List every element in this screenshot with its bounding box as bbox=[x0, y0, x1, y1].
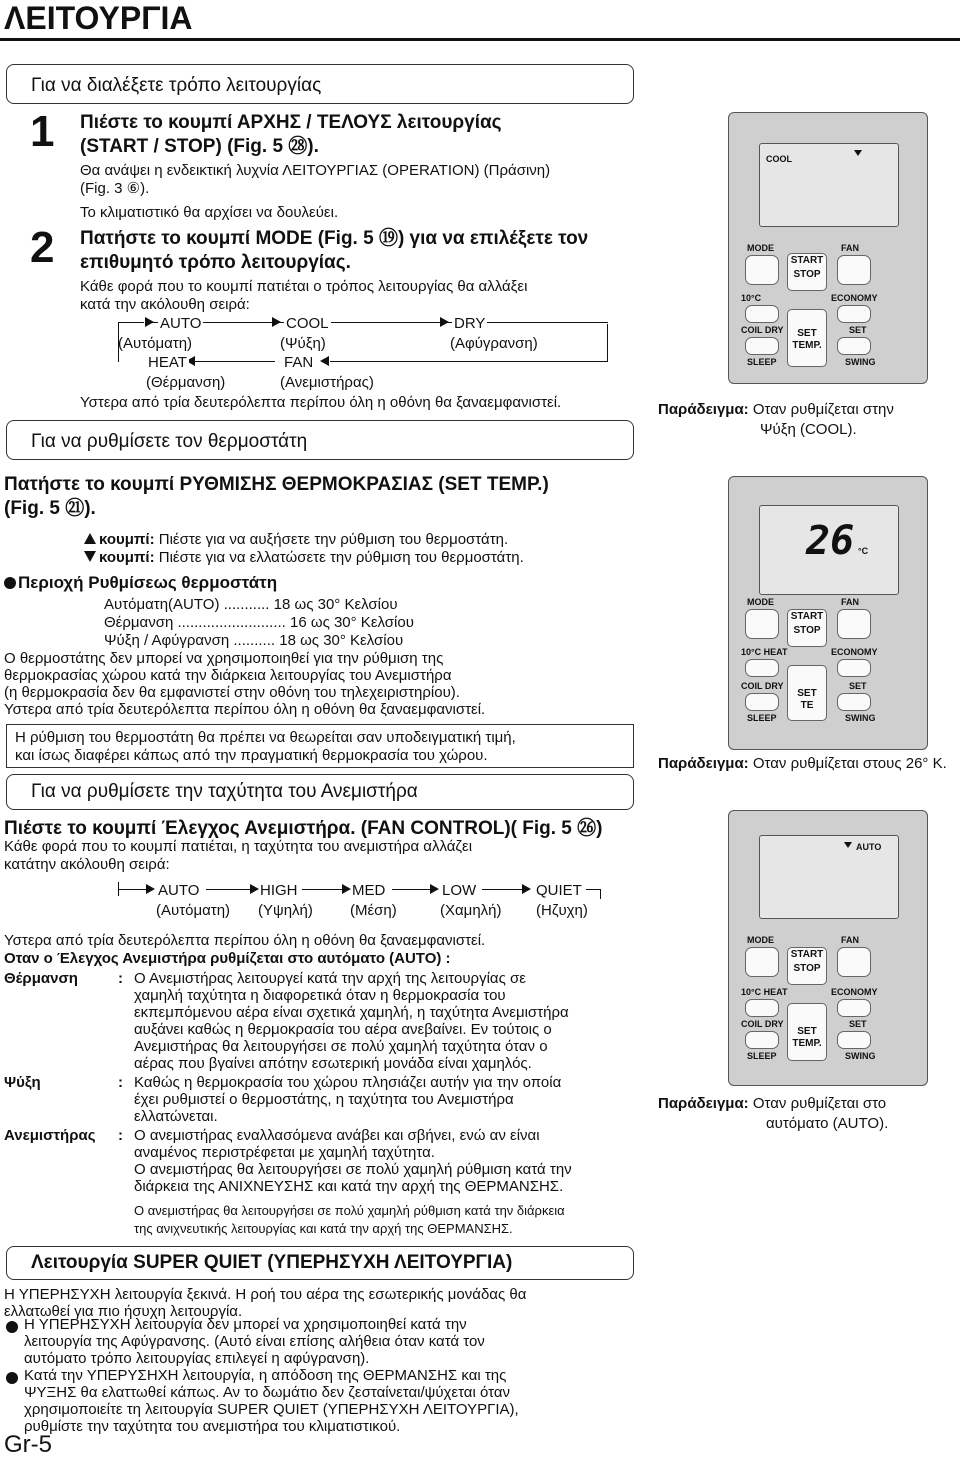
thermostat-instruction-1: Πατήστε το κουμπί ΡΥΘΜΙΣΗΣ ΘΕΡΜΟΚΡΑΣΙΑΣ (SET TEMP.) bbox=[4, 474, 549, 495]
fan-auto-heading: Οταν ο Έλεγχος Ανεμιστήρα ρυθμίζεται στο αυτόματο (AUTO) : bbox=[4, 950, 451, 967]
cycle-cool: COOL bbox=[286, 315, 329, 332]
fan-cycle-high: HIGH bbox=[260, 882, 298, 899]
text-line: Ο Ανεμιστήρας λειτουργεί κατά την αρχή της λειτουργίας σε bbox=[134, 970, 526, 987]
mode-section-heading: Για να διαλέξετε τρόπο λειτουργίας bbox=[6, 64, 634, 104]
remote-2-caption bbox=[658, 754, 958, 773]
mode-button[interactable] bbox=[745, 609, 779, 639]
fan-button[interactable] bbox=[837, 609, 871, 639]
ten-label: 10°C bbox=[741, 293, 762, 303]
range-value: 16 ως 30° Κελσίου bbox=[290, 614, 414, 631]
screen-temperature: 26 bbox=[806, 518, 855, 564]
down-button-text: Πιέστε για να ελλατώσετε την ρύθμιση του θερμοστάτη. bbox=[158, 549, 524, 566]
text-line: χρησιμοποιείτε τη λειτουργία SUPER QUIET (ΥΠΕΡΗΣΥΧΗ ΛΕΙΤΟΥΡΓΙΑ), bbox=[24, 1401, 519, 1418]
fan-cycle-quiet-gr: (Ηζυχη) bbox=[536, 902, 588, 919]
set-label: SET bbox=[849, 681, 867, 691]
fan-cycle-med-gr: (Μέση) bbox=[350, 902, 397, 919]
fan-button[interactable] bbox=[837, 255, 871, 285]
screen-mode-label: COOL bbox=[766, 154, 792, 164]
settemp-label: TEMP. bbox=[792, 340, 822, 351]
text-line: Ο ανεμιστήρας θα λειτουργήσει σε πολύ χαμηλή ρύθμιση κατά την bbox=[134, 1161, 572, 1178]
range-mode: Θέρμανση .......................... bbox=[104, 614, 286, 631]
fan-cool-label: Ψύξη bbox=[4, 1074, 41, 1091]
thermostat-instruction-2: (Fig. 5 ㉑). bbox=[4, 498, 96, 519]
caption-label: Παράδειγμα: bbox=[658, 755, 749, 772]
range-value: 18 ως 30° Κελσίου bbox=[273, 596, 398, 613]
fan-fan-label: Ανεμιστήρας bbox=[4, 1127, 96, 1144]
set-label: SET bbox=[849, 325, 867, 335]
coildry-button[interactable] bbox=[745, 1031, 779, 1049]
mode-label: MODE bbox=[747, 243, 774, 253]
range-row-1 bbox=[104, 596, 398, 613]
set-temp-button[interactable] bbox=[787, 1003, 827, 1061]
coildry-label: COIL DRY bbox=[741, 1019, 784, 1029]
settemp-label: TEMP. bbox=[792, 1038, 822, 1049]
fan-cycle-low: LOW bbox=[442, 882, 477, 899]
economy-label: ECONOMY bbox=[831, 987, 878, 997]
step2-title-1: Πατήστε το κουμπί MODE (Fig. 5 ⑲) για να επιλέξετε τον bbox=[80, 228, 589, 249]
cycle-dry-gr: (Αφύγρανση) bbox=[450, 335, 538, 352]
thermostat-para-4: Υστερα από τρία δευτερόλεπτα περίπου όλη η οθόνη θα ξαναεμφανιστεί. bbox=[4, 701, 486, 718]
text-line: αυτόματο τρόπο λειτουργίας επιλεγεί η αφύγρανση). bbox=[24, 1350, 370, 1367]
economy-button[interactable] bbox=[837, 659, 871, 677]
caption-label: Παράδειγμα: bbox=[658, 401, 749, 418]
cycle-auto: AUTO bbox=[160, 315, 202, 332]
fan-cycle-med: MED bbox=[352, 882, 386, 899]
fan-line-2: κατάτην ακόλουθη σειρά: bbox=[4, 856, 170, 873]
swing-label: SWING bbox=[845, 1051, 876, 1061]
text-line: έχει ρυθμιστεί ο θερμοστάτης, η ταχύτητα του Ανεμιστήρα bbox=[134, 1091, 514, 1108]
quiet-intro bbox=[4, 1286, 526, 1320]
step1-number: 1 bbox=[30, 107, 55, 156]
text-line: αέρας που βγαίνει απότην εσωτερική μονάδα είναι χαμηλός. bbox=[134, 1055, 532, 1072]
range-row-2 bbox=[104, 614, 414, 631]
step1-line-2: (Fig. 3 ⑥). bbox=[80, 180, 150, 197]
text-line: Ο ανεμιστήρας θα λειτουργήσει σε πολύ χαμηλή ρύθμιση κατά την διάρκεια bbox=[134, 1203, 565, 1218]
set-button[interactable] bbox=[837, 693, 871, 711]
step2-line-1: Κάθε φορά που το κουμπί πατιέται ο τρόπος λειτουργίας θα αλλάξει bbox=[80, 278, 528, 295]
step1-title-2: (START / STOP) (Fig. 5 ㉘). bbox=[80, 136, 319, 157]
start-stop-button[interactable] bbox=[787, 253, 827, 291]
set-button[interactable] bbox=[837, 1031, 871, 1049]
screen-indicator-icon bbox=[844, 842, 852, 848]
start-label: START bbox=[790, 255, 824, 266]
caption-text: Οταν ρυθμίζεται στους 26° Κ. bbox=[752, 755, 947, 772]
fan-heat-label: Θέρμανση bbox=[4, 970, 78, 987]
swing-label: SWING bbox=[845, 713, 876, 723]
fan-label: FAN bbox=[841, 935, 859, 945]
fan-after-text: Υστερα από τρία δευτερόλεπτα περίπου όλη η οθόνη θα ξαναεμφανιστεί. bbox=[4, 932, 486, 949]
fan-instruction: Πιέστε το κουμπί Έλεγχος Ανεμιστήρα. (FAN CONTROL)( Fig. 5 ㉖) bbox=[4, 818, 603, 839]
set-temp-button[interactable] bbox=[787, 665, 827, 721]
fan-line-1: Κάθε φορά που το κουμπί πατιέται, η ταχύτητα του ανεμιστήρα αλλάζει bbox=[4, 838, 473, 855]
ten-button[interactable] bbox=[745, 305, 779, 323]
step1-line-1: Θα ανάψει η ενδεικτική λυχνία ΛΕΙΤΟΥΡΓΙΑΣ (OPERATION) (Πράσινη) bbox=[80, 162, 551, 179]
economy-button[interactable] bbox=[837, 999, 871, 1017]
fan-cycle-low-gr: (Χαμηλή) bbox=[440, 902, 502, 919]
text-line: ελλατώνεται. bbox=[134, 1108, 218, 1125]
step2-title-2: επιθυμητό τρόπο λειτουργίας. bbox=[80, 252, 351, 273]
sleep-label: SLEEP bbox=[747, 1051, 777, 1061]
text-line: Η ΥΠΕΡΗΣΥΧΗ λειτουργία δεν μπορεί να χρησιμοποιηθεί κατά την bbox=[24, 1316, 467, 1333]
set-label: SET bbox=[849, 1019, 867, 1029]
remote-control-auto bbox=[728, 810, 928, 1086]
cycle-dry: DRY bbox=[454, 315, 486, 332]
remote-3-caption-2: αυτόματο (AUTO). bbox=[766, 1115, 889, 1132]
thermostat-section-heading: Για να ρυθμίσετε τον θερμοστάτη bbox=[6, 420, 634, 460]
text-line: της ανιχνευτικής λειτουργίας και κατά την αρχή της ΘΕΡΜΑΝΣΗΣ. bbox=[134, 1221, 513, 1236]
cycle-auto-gr: (Αυτόματη) bbox=[118, 335, 193, 352]
remote-screen bbox=[759, 505, 899, 595]
range-mode: Αυτόματη(AUTO) ........... bbox=[104, 596, 270, 613]
remote-3-caption bbox=[658, 1094, 958, 1113]
colon: : bbox=[118, 1127, 123, 1144]
text-line: Καθώς η θερμοκρασία του χώρου πλησιάζει αυτήν για την οποία bbox=[134, 1074, 562, 1091]
range-value: 18 ως 30° Κελσίου bbox=[279, 632, 404, 649]
start-stop-button[interactable] bbox=[787, 947, 827, 985]
start-label: START bbox=[790, 611, 824, 622]
title-rule bbox=[0, 38, 960, 41]
screen-mode-label: AUTO bbox=[856, 842, 882, 852]
text-line: ρυθμίστε την ταχύτητα του ανεμιστήρα του κλιματιστικού. bbox=[24, 1418, 401, 1435]
colon: : bbox=[118, 970, 123, 987]
remote-screen bbox=[759, 143, 899, 227]
remote-control-temp bbox=[728, 476, 928, 750]
text-line: Κατά την ΥΠΕΡΥΣΗΧΗ λειτουργία, η απόδοση της ΘΕΡΜΑΝΣΗΣ και της bbox=[24, 1367, 507, 1384]
settemp-label: SET bbox=[797, 688, 817, 699]
settemp-label: SET bbox=[797, 328, 817, 339]
range-mode: Ψύξη / Αφύγρανση .......... bbox=[104, 632, 276, 649]
stop-label: STOP bbox=[793, 625, 821, 636]
ten-label: 10°C HEAT bbox=[741, 987, 788, 997]
note-line: Η ρύθμιση του θερμοστάτη θα πρέπει να θεωρείται σαν υποδειγματική τιμή, bbox=[15, 729, 516, 746]
caption-label: Παράδειγμα: bbox=[658, 1095, 749, 1112]
text-line: διάρκεια της ΑΝΙΧΝΕΥΣΗΣ και κατά την αρχή της ΘΕΡΜΑΝΣΗΣ. bbox=[134, 1178, 564, 1195]
mode-after-text: Υστερα από τρία δευτερόλεπτα περίπου όλη η οθόνη θα ξαναεμφανιστεί. bbox=[80, 394, 562, 411]
fan-cycle-auto-gr: (Αυτόματη) bbox=[156, 902, 231, 919]
stop-label: STOP bbox=[793, 269, 821, 280]
remote-control-cool bbox=[728, 112, 928, 384]
remote-1-caption-2: Ψύξη (COOL). bbox=[760, 421, 857, 438]
text-line: Ο ανεμιστήρας εναλλασόμενα ανάβει και σβήνει, ενώ αν είναι bbox=[134, 1127, 540, 1144]
fan-small-text bbox=[134, 1202, 654, 1238]
caption-text: Οταν ρυθμίζεται στην bbox=[752, 401, 894, 418]
quiet-section-heading: Λειτουργία SUPER QUIET (ΥΠΕΡΗΣΥΧΗ ΛΕΙΤΟΥΡΓΙΑ) bbox=[6, 1246, 634, 1280]
colon: : bbox=[118, 1074, 123, 1091]
thermostat-para-3: (η θερμοκρασία δεν θα εμφανιστεί στην οθόνη του τηλεχειριστηρίου). bbox=[4, 684, 460, 701]
text-line: ελλατωθεί για πιο ήσυχη λειτουργία. bbox=[4, 1303, 243, 1320]
fan-cool-text bbox=[134, 1074, 634, 1125]
fan-cycle-auto: AUTO bbox=[158, 882, 200, 899]
cycle-fan: FAN bbox=[284, 354, 314, 371]
down-button-label: κουμπί: bbox=[99, 549, 155, 566]
caption-text: Οταν ρυθμίζεται στο bbox=[752, 1095, 887, 1112]
mode-label: MODE bbox=[747, 935, 774, 945]
ten-button[interactable] bbox=[745, 999, 779, 1017]
fan-cycle-high-gr: (Υψηλή) bbox=[258, 902, 313, 919]
thermostat-para-2: θερμοκρασίας χώρου κατά την διάρκεια λειτουργίας του Ανεμιστήρα bbox=[4, 667, 452, 684]
coildry-button[interactable] bbox=[745, 337, 779, 355]
fan-heat-text bbox=[134, 970, 634, 1072]
screen-unit: °C bbox=[858, 546, 869, 556]
sleep-label: SLEEP bbox=[747, 713, 777, 723]
up-button-label: κουμπί: bbox=[99, 531, 155, 548]
fan-label: FAN bbox=[841, 597, 859, 607]
set-temp-button[interactable] bbox=[787, 309, 827, 367]
up-arrow-icon bbox=[84, 533, 96, 544]
ten-button[interactable] bbox=[745, 659, 779, 677]
thermostat-para-1: Ο θερμοστάτης δεν μπορεί να χρησιμοποιηθεί για την ρύθμιση της bbox=[4, 650, 444, 667]
settemp-label: TE bbox=[800, 700, 814, 711]
up-button-text: Πιέστε για να αυξήσετε την ρύθμιση του θερμοστάτη. bbox=[158, 531, 509, 548]
cycle-heat: HEAT bbox=[148, 354, 187, 371]
mode-button[interactable] bbox=[745, 255, 779, 285]
coildry-label: COIL DRY bbox=[741, 325, 784, 335]
quiet-bullet-1 bbox=[24, 1316, 485, 1367]
economy-label: ECONOMY bbox=[831, 647, 878, 657]
range-row-3 bbox=[104, 632, 403, 649]
text-line: χαμηλή ταχύτητα η διαφορετικά όταν η θερμοκρασία του bbox=[134, 987, 506, 1004]
cycle-cool-gr: (Ψύξη) bbox=[280, 335, 326, 352]
text-line: Ανεμιστήρας θα λειτουργήσει σε πολύ χαμηλή ταχύτητα όταν ο bbox=[134, 1038, 548, 1055]
coildry-label: COIL DRY bbox=[741, 681, 784, 691]
note-line: και ίσως διαφέρει κάπως από την πραγματική θερμοκρασία του χώρου. bbox=[15, 747, 488, 764]
bullet-icon bbox=[4, 577, 16, 589]
economy-label: ECONOMY bbox=[831, 293, 878, 303]
bullet-icon bbox=[6, 1321, 18, 1333]
fan-section-heading: Για να ρυθμίσετε την ταχύτητα του Ανεμιστήρα bbox=[6, 774, 634, 810]
fan-cycle-quiet: QUIET bbox=[536, 882, 582, 899]
remote-1-caption bbox=[658, 400, 958, 419]
cycle-heat-gr: (Θέρμανση) bbox=[146, 374, 226, 391]
fan-button[interactable] bbox=[837, 947, 871, 977]
text-line: ΨΥΞΗΣ θα ελαττωθεί κάπως. Αν το δωμάτιο δεν ζεσταίνεται/ψύχεται όταν bbox=[24, 1384, 510, 1401]
mode-label: MODE bbox=[747, 597, 774, 607]
settemp-label: SET bbox=[797, 1026, 817, 1037]
start-stop-button[interactable] bbox=[787, 609, 827, 647]
range-heading: Περιοχή Ρυθμίσεως θερμοστάτη bbox=[18, 573, 278, 592]
down-arrow-icon bbox=[84, 551, 96, 562]
swing-label: SWING bbox=[845, 357, 876, 367]
quiet-bullet-2 bbox=[24, 1367, 519, 1435]
cycle-fan-gr: (Ανεμιστήρας) bbox=[280, 374, 374, 391]
step1-line-3: Το κλιματιστικό θα αρχίσει να δουλεύει. bbox=[80, 204, 339, 221]
mode-button[interactable] bbox=[745, 947, 779, 977]
coildry-button[interactable] bbox=[745, 693, 779, 711]
set-button[interactable] bbox=[837, 337, 871, 355]
page-title: ΛΕΙΤΟΥΡΓΙΑ bbox=[4, 0, 193, 36]
text-line: Η ΥΠΕΡΗΣΥΧΗ λειτουργία ξεκινά. Η ροή του αέρα της εσωτερικής μονάδας θα bbox=[4, 1286, 527, 1303]
sleep-label: SLEEP bbox=[747, 357, 777, 367]
ten-label: 10°C HEAT bbox=[741, 647, 788, 657]
thermostat-note bbox=[6, 724, 634, 768]
bullet-icon bbox=[6, 1372, 18, 1384]
text-line: αναμένος περιστρέφεται με χαμηλή ταχύτητα. bbox=[134, 1144, 435, 1161]
step2-line-2: κατά την ακόλουθη σειρά: bbox=[80, 296, 250, 313]
step2-number: 2 bbox=[30, 223, 55, 272]
stop-label: STOP bbox=[793, 963, 821, 974]
text-line: εκπεμπόμενου αέρα είναι σχετικά χαμηλή, η ταχύτητα Ανεμιστήρα bbox=[134, 1004, 569, 1021]
remote-screen bbox=[759, 835, 899, 919]
step1-title-1: Πιέστε το κουμπί ΑΡΧΗΣ / ΤΕΛΟΥΣ λειτουργίας bbox=[80, 112, 502, 133]
page-number: Gr-5 bbox=[4, 1431, 52, 1458]
fan-fan-text bbox=[134, 1127, 654, 1195]
fan-label: FAN bbox=[841, 243, 859, 253]
economy-button[interactable] bbox=[837, 305, 871, 323]
start-label: START bbox=[790, 949, 824, 960]
text-line: αυξάνει καθώς η θερμοκρασία του αέρα ανεβαίνει. Εν τούτοις ο bbox=[134, 1021, 552, 1038]
text-line: λειτουργία της Αφύγρανσης. (Αυτό είναι επίσης αλήθεια όταν κατά τον bbox=[24, 1333, 485, 1350]
screen-indicator-icon bbox=[854, 150, 862, 156]
